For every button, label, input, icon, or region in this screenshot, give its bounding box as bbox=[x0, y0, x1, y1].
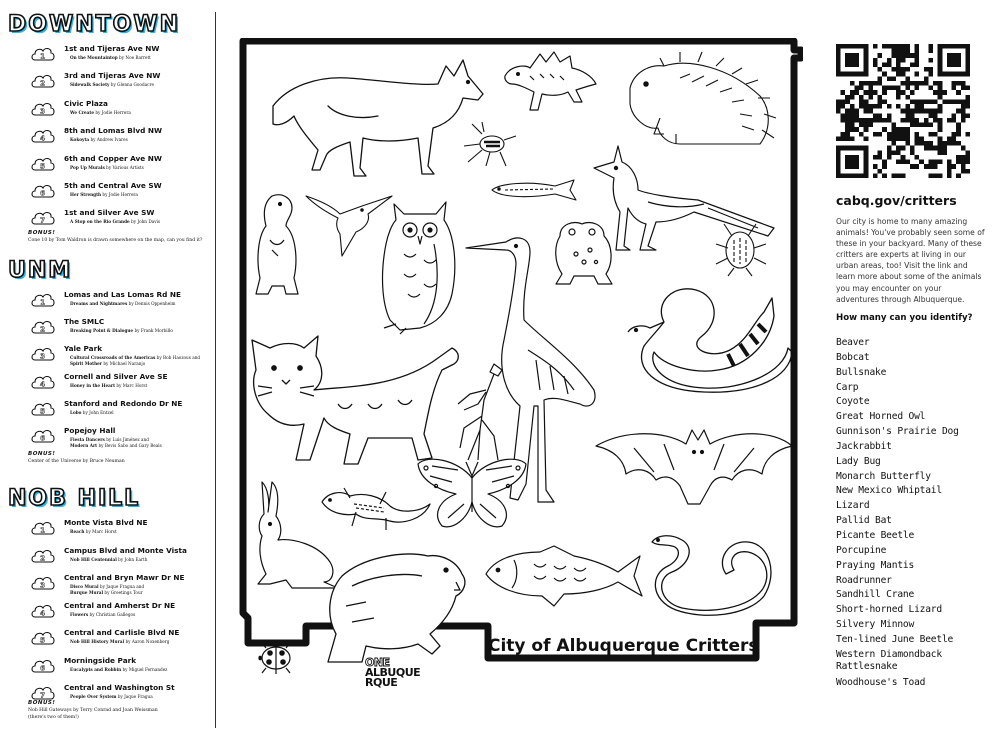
critter-list-item: Bobcat bbox=[836, 351, 870, 363]
cloud-badge-icon bbox=[30, 319, 56, 335]
route-stop bbox=[8, 399, 213, 423]
june-beetle-icon bbox=[714, 218, 768, 278]
route-stop bbox=[8, 601, 213, 625]
artwork-title: Reach bbox=[70, 529, 85, 534]
critters-map bbox=[238, 38, 803, 712]
artist-credit: by Glenna Goodacre bbox=[109, 82, 154, 88]
critter-list-item: Roadrunner bbox=[836, 574, 892, 586]
artwork-title: Nob Hill Centennial bbox=[70, 556, 117, 562]
artwork-credit bbox=[70, 82, 154, 88]
critter-list-item: Short-horned Lizard bbox=[836, 604, 942, 616]
cloud-badge-icon bbox=[30, 575, 56, 591]
badge-number: 2 bbox=[40, 325, 45, 334]
badge-number: 6 bbox=[40, 434, 45, 443]
cloud-badge-icon bbox=[30, 428, 56, 444]
cloud-badge-icon bbox=[30, 292, 56, 308]
critter-list-item: Lizard bbox=[836, 500, 870, 512]
credit-line bbox=[70, 410, 114, 416]
critter-list bbox=[836, 336, 996, 691]
artwork-title: Fiesta Dancers bbox=[70, 437, 105, 442]
stop-name: 5th and Central Ave SW bbox=[64, 181, 162, 190]
critter-list-item: Coyote bbox=[836, 396, 870, 408]
section-title-1: UNM bbox=[8, 258, 73, 283]
credit-line bbox=[70, 82, 154, 88]
critter-list-item: Sandhill Crane bbox=[836, 589, 915, 601]
route-stop bbox=[8, 518, 213, 542]
artist-credit: by Jaque Fragua and bbox=[98, 584, 145, 589]
artist-credit: by John Entzel bbox=[81, 409, 114, 415]
mantis-icon bbox=[450, 360, 510, 470]
cloud-badge-icon bbox=[30, 210, 56, 226]
credit-line bbox=[70, 301, 176, 307]
ladybug-icon bbox=[252, 642, 296, 674]
artwork-credit bbox=[70, 192, 138, 198]
artwork-title: Eucalypts and Robbin bbox=[70, 666, 122, 672]
artwork-credit bbox=[70, 529, 117, 535]
artwork-title: People Over System bbox=[70, 694, 117, 699]
artwork-credit bbox=[70, 137, 128, 143]
artist-credit: by Marc Horst bbox=[84, 529, 117, 534]
cloud-badge-icon bbox=[30, 46, 56, 62]
badge-number: 6 bbox=[40, 189, 45, 198]
cloud-badge-icon bbox=[30, 128, 56, 144]
badge-number: 4 bbox=[40, 380, 45, 389]
artwork-title: A Stop on the Rio Grande bbox=[70, 219, 130, 225]
column-divider bbox=[215, 12, 216, 728]
stop-name: 3rd and Tijeras Ave NW bbox=[64, 71, 161, 81]
artist-credit: by Andrew Ivares bbox=[89, 137, 128, 143]
credit-line bbox=[70, 612, 135, 618]
stop-name: 8th and Lomas Blvd NW bbox=[64, 126, 162, 136]
cloud-badge-icon bbox=[30, 73, 56, 89]
artwork-credit bbox=[70, 612, 135, 618]
artwork-title: Her Strength bbox=[70, 192, 102, 197]
stop-name: Monte Vista Blvd NE bbox=[64, 518, 148, 527]
route-stop bbox=[8, 656, 213, 680]
bonus-heading: BONUS! bbox=[28, 230, 56, 236]
badge-number: 5 bbox=[40, 162, 45, 171]
logo-line-two: ALBUQUE bbox=[365, 666, 421, 679]
route-stop bbox=[8, 426, 213, 450]
artwork-title: Honey in the Heart bbox=[70, 382, 116, 388]
stop-name: Lomas and Las Lomas Rd NE bbox=[64, 290, 181, 299]
critter-list-item: Great Horned Owl bbox=[836, 411, 926, 423]
cloud-badge-icon bbox=[30, 685, 56, 701]
stop-name: Cornell and Silver Ave SE bbox=[64, 371, 168, 381]
critter-list-item: Bullsnake bbox=[836, 366, 887, 378]
stop-name: Central and Washington St bbox=[64, 683, 175, 692]
artist-credit: by Christian Gallegos bbox=[88, 611, 136, 617]
artist-credit: by Jaque Fragua bbox=[116, 694, 153, 699]
critter-list-item: Woodhouse's Toad bbox=[836, 676, 926, 688]
route-stop bbox=[8, 71, 213, 95]
artist-credit: by Luis Jiménez and bbox=[104, 437, 149, 442]
beaver-icon bbox=[322, 546, 470, 668]
critter-list-item: Gunnison's Prairie Dog bbox=[836, 426, 959, 438]
critter-list-item: Monarch Butterfly bbox=[836, 470, 931, 482]
cloud-badge-icon bbox=[30, 520, 56, 536]
artwork-title: Dreams and Nightmares bbox=[70, 301, 128, 306]
stop-name: Campus Blvd and Monte Vista bbox=[64, 545, 187, 555]
artwork-title: Breaking Point & Dialogue bbox=[70, 328, 134, 334]
prairie-dog-icon bbox=[252, 190, 302, 300]
artwork-title: Pop Up Murals bbox=[70, 164, 105, 170]
cloud-badge-icon bbox=[30, 401, 56, 417]
artist-credit: by John Earth bbox=[116, 556, 148, 562]
artist-credit: by Dennis Oppenheim bbox=[127, 301, 176, 306]
artist-credit: by Bob Haozous and bbox=[155, 355, 201, 361]
artwork-title: On the Mountaintop bbox=[70, 55, 118, 60]
artwork-credit bbox=[70, 110, 131, 116]
cloud-badge-icon bbox=[30, 548, 56, 564]
cloud-badge-icon bbox=[30, 156, 56, 172]
bonus-heading: BONUS! bbox=[28, 700, 56, 706]
neighborhood-route-column bbox=[0, 0, 215, 742]
cloud-badge-icon bbox=[30, 603, 56, 619]
route-stop bbox=[8, 573, 213, 597]
badge-number: 1 bbox=[40, 52, 45, 61]
critter-list-item: Picante Beetle bbox=[836, 529, 915, 541]
identify-prompt: How many can you identify? bbox=[836, 313, 973, 323]
section-title-0: DOWNTOWN bbox=[8, 12, 181, 37]
badge-number: 3 bbox=[40, 352, 45, 361]
critter-list-item: Silvery Minnow bbox=[836, 619, 915, 631]
route-stop bbox=[8, 372, 213, 396]
artwork-credit bbox=[70, 301, 176, 307]
artwork-credit bbox=[70, 584, 144, 595]
critter-list-item: Praying Mantis bbox=[836, 559, 915, 571]
badge-number: 3 bbox=[40, 581, 45, 590]
artwork-title: Spirit Mother bbox=[70, 360, 103, 366]
credit-line bbox=[70, 328, 173, 334]
bonus-text: Center of the Universe by Bruce Neuman bbox=[28, 459, 125, 464]
route-stop bbox=[8, 181, 213, 205]
artwork-credit bbox=[70, 383, 147, 389]
artwork-title: Nob Hill History Mural bbox=[70, 639, 125, 644]
badge-number: 1 bbox=[40, 526, 45, 535]
artist-credit: by Greetings Tour bbox=[103, 589, 143, 595]
section-title-2: NOB HILL bbox=[8, 486, 141, 511]
critter-list-item: Ten-lined June Beetle bbox=[836, 633, 954, 645]
credit-line bbox=[70, 383, 147, 389]
cloud-badge-icon bbox=[30, 346, 56, 362]
route-stop bbox=[8, 344, 213, 368]
credit-line bbox=[70, 137, 128, 143]
artist-credit: by Bevis Sabo and Gary Beals bbox=[97, 442, 162, 448]
stop-name: 1st and Tijeras Ave NW bbox=[64, 44, 160, 53]
artwork-credit bbox=[70, 639, 169, 645]
route-stop bbox=[8, 126, 213, 150]
horned-lizard-icon bbox=[500, 46, 600, 118]
critter-list-item: Carp bbox=[836, 381, 859, 393]
bonus-heading: BONUS! bbox=[28, 451, 56, 457]
artwork-title: We Create bbox=[70, 109, 94, 115]
artist-credit: by Noe Barrett bbox=[117, 55, 151, 60]
artwork-title: Flowers bbox=[70, 611, 89, 617]
stop-name: Yale Park bbox=[64, 344, 103, 354]
badge-number: 1 bbox=[40, 298, 45, 307]
credit-line bbox=[70, 361, 200, 367]
badge-number: 7 bbox=[40, 216, 45, 225]
badge-number: 6 bbox=[40, 664, 45, 672]
critter-list-item: Pallid Bat bbox=[836, 515, 892, 527]
artwork-credit bbox=[70, 410, 114, 416]
bonus-text: Cone 10 by Tom Waldron is drawn somewhere on the map, can you find it? bbox=[28, 238, 203, 243]
critter-list-item: Porcupine bbox=[836, 544, 887, 556]
badge-number: 4 bbox=[40, 134, 45, 143]
credit-line bbox=[70, 443, 162, 449]
owl-icon bbox=[374, 194, 466, 334]
artwork-title: Cultural Crossroads of the Americas bbox=[70, 355, 156, 361]
badge-number: 2 bbox=[40, 554, 45, 562]
credit-line bbox=[70, 694, 153, 700]
beetle-icon bbox=[460, 120, 520, 170]
artist-credit: by Michael Naranjo bbox=[102, 360, 146, 366]
cloud-badge-icon bbox=[30, 101, 56, 117]
carp-icon bbox=[484, 544, 644, 608]
artwork-credit bbox=[70, 694, 153, 700]
critter-list-item: Western Diamondback Rattlesnake bbox=[836, 648, 942, 672]
stop-name: Civic Plaza bbox=[64, 98, 108, 108]
artist-credit: by Frank Morbillo bbox=[133, 328, 173, 334]
badge-number: 5 bbox=[40, 636, 45, 645]
badge-number: 2 bbox=[40, 79, 45, 88]
badge-number: 4 bbox=[40, 609, 45, 617]
critter-list-item: Beaver bbox=[836, 337, 870, 348]
route-stop bbox=[8, 44, 213, 68]
artwork-credit bbox=[70, 667, 167, 673]
artist-credit: by John Davis bbox=[129, 219, 161, 225]
cloud-badge-icon bbox=[30, 658, 56, 674]
artwork-credit bbox=[70, 355, 200, 366]
artist-credit: by Aaron Noxenberg bbox=[124, 639, 170, 644]
artist-credit: by Marc Horst bbox=[115, 382, 148, 388]
artwork-title: Kokoyta bbox=[70, 137, 90, 143]
minnow-icon bbox=[490, 178, 580, 202]
map-title: City of Albuquerque Critters bbox=[488, 636, 759, 656]
artwork-credit bbox=[70, 328, 173, 334]
butterfly-icon bbox=[416, 456, 528, 532]
bullsnake-icon bbox=[648, 516, 772, 616]
critter-list-item: New Mexico Whiptail bbox=[836, 485, 942, 497]
credit-line bbox=[70, 219, 160, 225]
route-stop bbox=[8, 290, 213, 314]
stop-name: 6th and Copper Ave NW bbox=[64, 153, 162, 163]
credit-line bbox=[70, 55, 151, 61]
intro-text: Our city is home to many amazing animals! You've probably seen some of these in your backyard. Many of these critters are experts at living in our urban areas, too! Visit the link and learn more about some of the animals you may encounter on your adventures through Albuquerque. bbox=[836, 217, 985, 304]
credit-line bbox=[70, 667, 167, 673]
logo-line-three: RQUE bbox=[365, 676, 398, 689]
stop-name: Central and Amherst Dr NE bbox=[64, 600, 176, 610]
one-albuquerque-logo bbox=[365, 658, 437, 688]
artist-credit: by Jodie Herrera bbox=[94, 109, 131, 115]
stop-name: Popejoy Hall bbox=[64, 426, 116, 435]
artwork-title: Disco Mural bbox=[70, 584, 99, 589]
badge-number: 7 bbox=[40, 691, 45, 700]
credit-line bbox=[70, 590, 144, 596]
artwork-credit bbox=[70, 55, 151, 61]
route-stop bbox=[8, 99, 213, 123]
info-column bbox=[826, 0, 996, 742]
stop-name: Central and Bryn Mawr Dr NE bbox=[64, 573, 185, 582]
bat-icon bbox=[594, 426, 794, 508]
artist-credit: by Miguel Fernandez bbox=[121, 666, 168, 672]
critter-list-item: Jackrabbit bbox=[836, 440, 892, 452]
cloud-badge-icon bbox=[30, 183, 56, 199]
stop-name: Stanford and Redondo Dr NE bbox=[64, 398, 183, 408]
credit-line bbox=[70, 639, 169, 645]
route-stop bbox=[8, 317, 213, 341]
credit-line bbox=[70, 192, 138, 198]
site-url-link[interactable]: cabq.gov/critters bbox=[836, 193, 957, 208]
cloud-badge-icon bbox=[30, 374, 56, 390]
coyote-icon bbox=[268, 46, 488, 181]
bonus-text: Nob Hill Gateways by Terry Conrad and Joan Weissman bbox=[28, 708, 158, 713]
badge-number: 3 bbox=[40, 107, 45, 116]
credit-line bbox=[70, 110, 131, 116]
rattlesnake-icon bbox=[624, 282, 794, 394]
route-stop bbox=[8, 628, 213, 652]
artwork-credit bbox=[70, 219, 160, 225]
bobcat-icon bbox=[248, 334, 462, 474]
credit-line bbox=[70, 165, 144, 171]
stop-name: Morningside Park bbox=[64, 655, 137, 665]
critter-list-item: Lady Bug bbox=[836, 455, 881, 467]
artist-credit: by Various Artists bbox=[104, 164, 144, 170]
badge-number: 5 bbox=[40, 407, 45, 416]
artist-credit: by Jodie Herrera bbox=[101, 192, 138, 197]
artwork-credit bbox=[70, 557, 147, 563]
route-stop bbox=[8, 154, 213, 178]
route-stop bbox=[8, 208, 213, 232]
artwork-title: Lobo bbox=[70, 409, 82, 415]
route-stop bbox=[8, 546, 213, 570]
artwork-title: Sidewalk Society bbox=[70, 82, 110, 88]
artwork-credit bbox=[70, 437, 162, 448]
credit-line bbox=[70, 557, 147, 563]
stop-name: 1st and Silver Ave SW bbox=[64, 208, 155, 218]
credit-line bbox=[70, 529, 117, 535]
stop-name: Central and Carlisle Blvd NE bbox=[64, 628, 180, 637]
artwork-title: Burque Mural bbox=[70, 589, 104, 595]
logo-line-one: ONE bbox=[365, 656, 390, 669]
bonus-text: (there's two of them!) bbox=[28, 715, 79, 720]
stop-name: The SMLC bbox=[64, 317, 105, 327]
cloud-badge-icon bbox=[30, 630, 56, 646]
artwork-credit bbox=[70, 165, 144, 171]
qr-code-icon[interactable] bbox=[836, 44, 970, 178]
artwork-title: Modern Art bbox=[70, 442, 98, 448]
